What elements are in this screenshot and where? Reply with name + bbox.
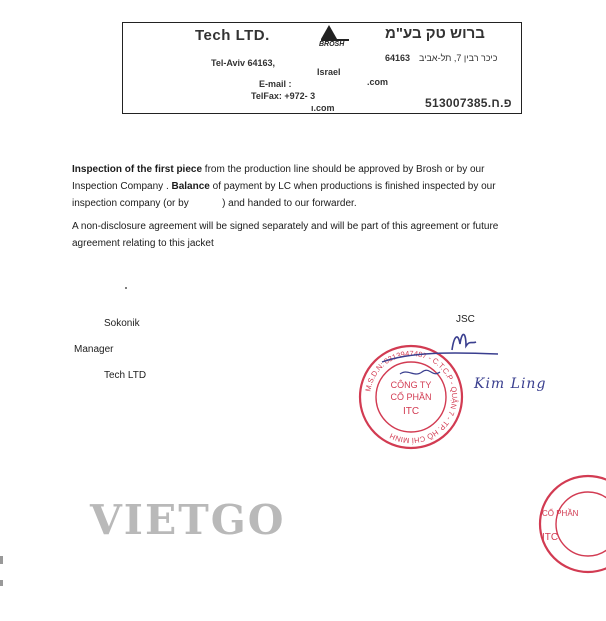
stamp-center-line2: CỔ PHẦN xyxy=(542,509,579,518)
paragraph-line: inspection company (or by ) and handed to our forwarder. xyxy=(72,198,357,209)
nda-paragraph xyxy=(72,218,532,252)
handwritten-name: Kim Ling xyxy=(474,376,547,392)
scan-edge-mark xyxy=(0,556,3,564)
paragraph-line xyxy=(72,161,532,178)
signatory-title: Manager xyxy=(74,344,114,355)
stamp-outer-ring xyxy=(540,476,606,572)
stamp-inner-ring xyxy=(556,492,606,556)
letterhead-company-number: 513007385.פ.ח xyxy=(425,96,512,110)
letterhead-hebrew-name: ברוש טק בע"מ xyxy=(385,25,485,42)
letterhead xyxy=(122,22,522,114)
stamp-center-line2: CỔ PHẦN xyxy=(390,392,432,402)
stamp-ring-text: M.S.D.N: 0313947487 - C.T.C.P - QUẬN 7 - TP. HỒ CHÍ MINH xyxy=(363,348,460,446)
signatory-name: Sokonik xyxy=(104,318,140,329)
letterhead-email-label: E-mail : xyxy=(259,79,292,89)
jsc-label: JSC xyxy=(456,314,475,325)
paragraph-text: of payment by LC when productions is finished inspected by our xyxy=(209,181,496,192)
signature-scribble xyxy=(380,322,510,382)
balance-heading: Balance xyxy=(171,181,210,192)
signatory-company: Tech LTD xyxy=(104,370,147,381)
letterhead-city: Tel-Aviv 64163, xyxy=(211,58,276,68)
paragraph-line: A non-disclosure agreement will be signed separately and will be part of this agreement or future xyxy=(72,221,499,232)
letterhead-email-domain: .com xyxy=(367,77,389,87)
letterhead-country: Israel xyxy=(317,67,341,77)
scan-edge-mark xyxy=(0,580,3,586)
stamp-center-line3: ITC xyxy=(542,532,559,543)
vietgo-watermark: VIETGO xyxy=(90,496,286,544)
brosh-logo-icon xyxy=(319,25,351,41)
letterhead-hebrew-address: כיכר רבין 7, תל-אביב xyxy=(419,53,498,63)
paragraph-line: agreement relating to this jacket xyxy=(72,238,214,249)
paragraph-line xyxy=(72,178,532,195)
paragraph-text: Inspection Company . xyxy=(72,181,172,192)
paragraph-text: from the production line should be approved by Brosh or by our xyxy=(202,164,485,175)
letterhead-company-name: Tech LTD. xyxy=(195,27,270,44)
letterhead-zip: 64163 xyxy=(385,53,411,63)
letterhead-telfax: TelFax: +972- 3 xyxy=(251,91,316,101)
letterhead-logo-text: BROSH xyxy=(319,41,345,48)
stray-dot xyxy=(125,287,127,289)
stamp-center-line3: ITC xyxy=(402,406,420,417)
payment-terms-paragraph xyxy=(72,161,532,212)
stamp-center-line1: CÔNG TY xyxy=(390,380,432,390)
letterhead-web: ı.com xyxy=(311,103,335,113)
company-stamp-partial xyxy=(530,470,606,578)
inspection-heading: Inspection of the first piece xyxy=(72,164,203,175)
